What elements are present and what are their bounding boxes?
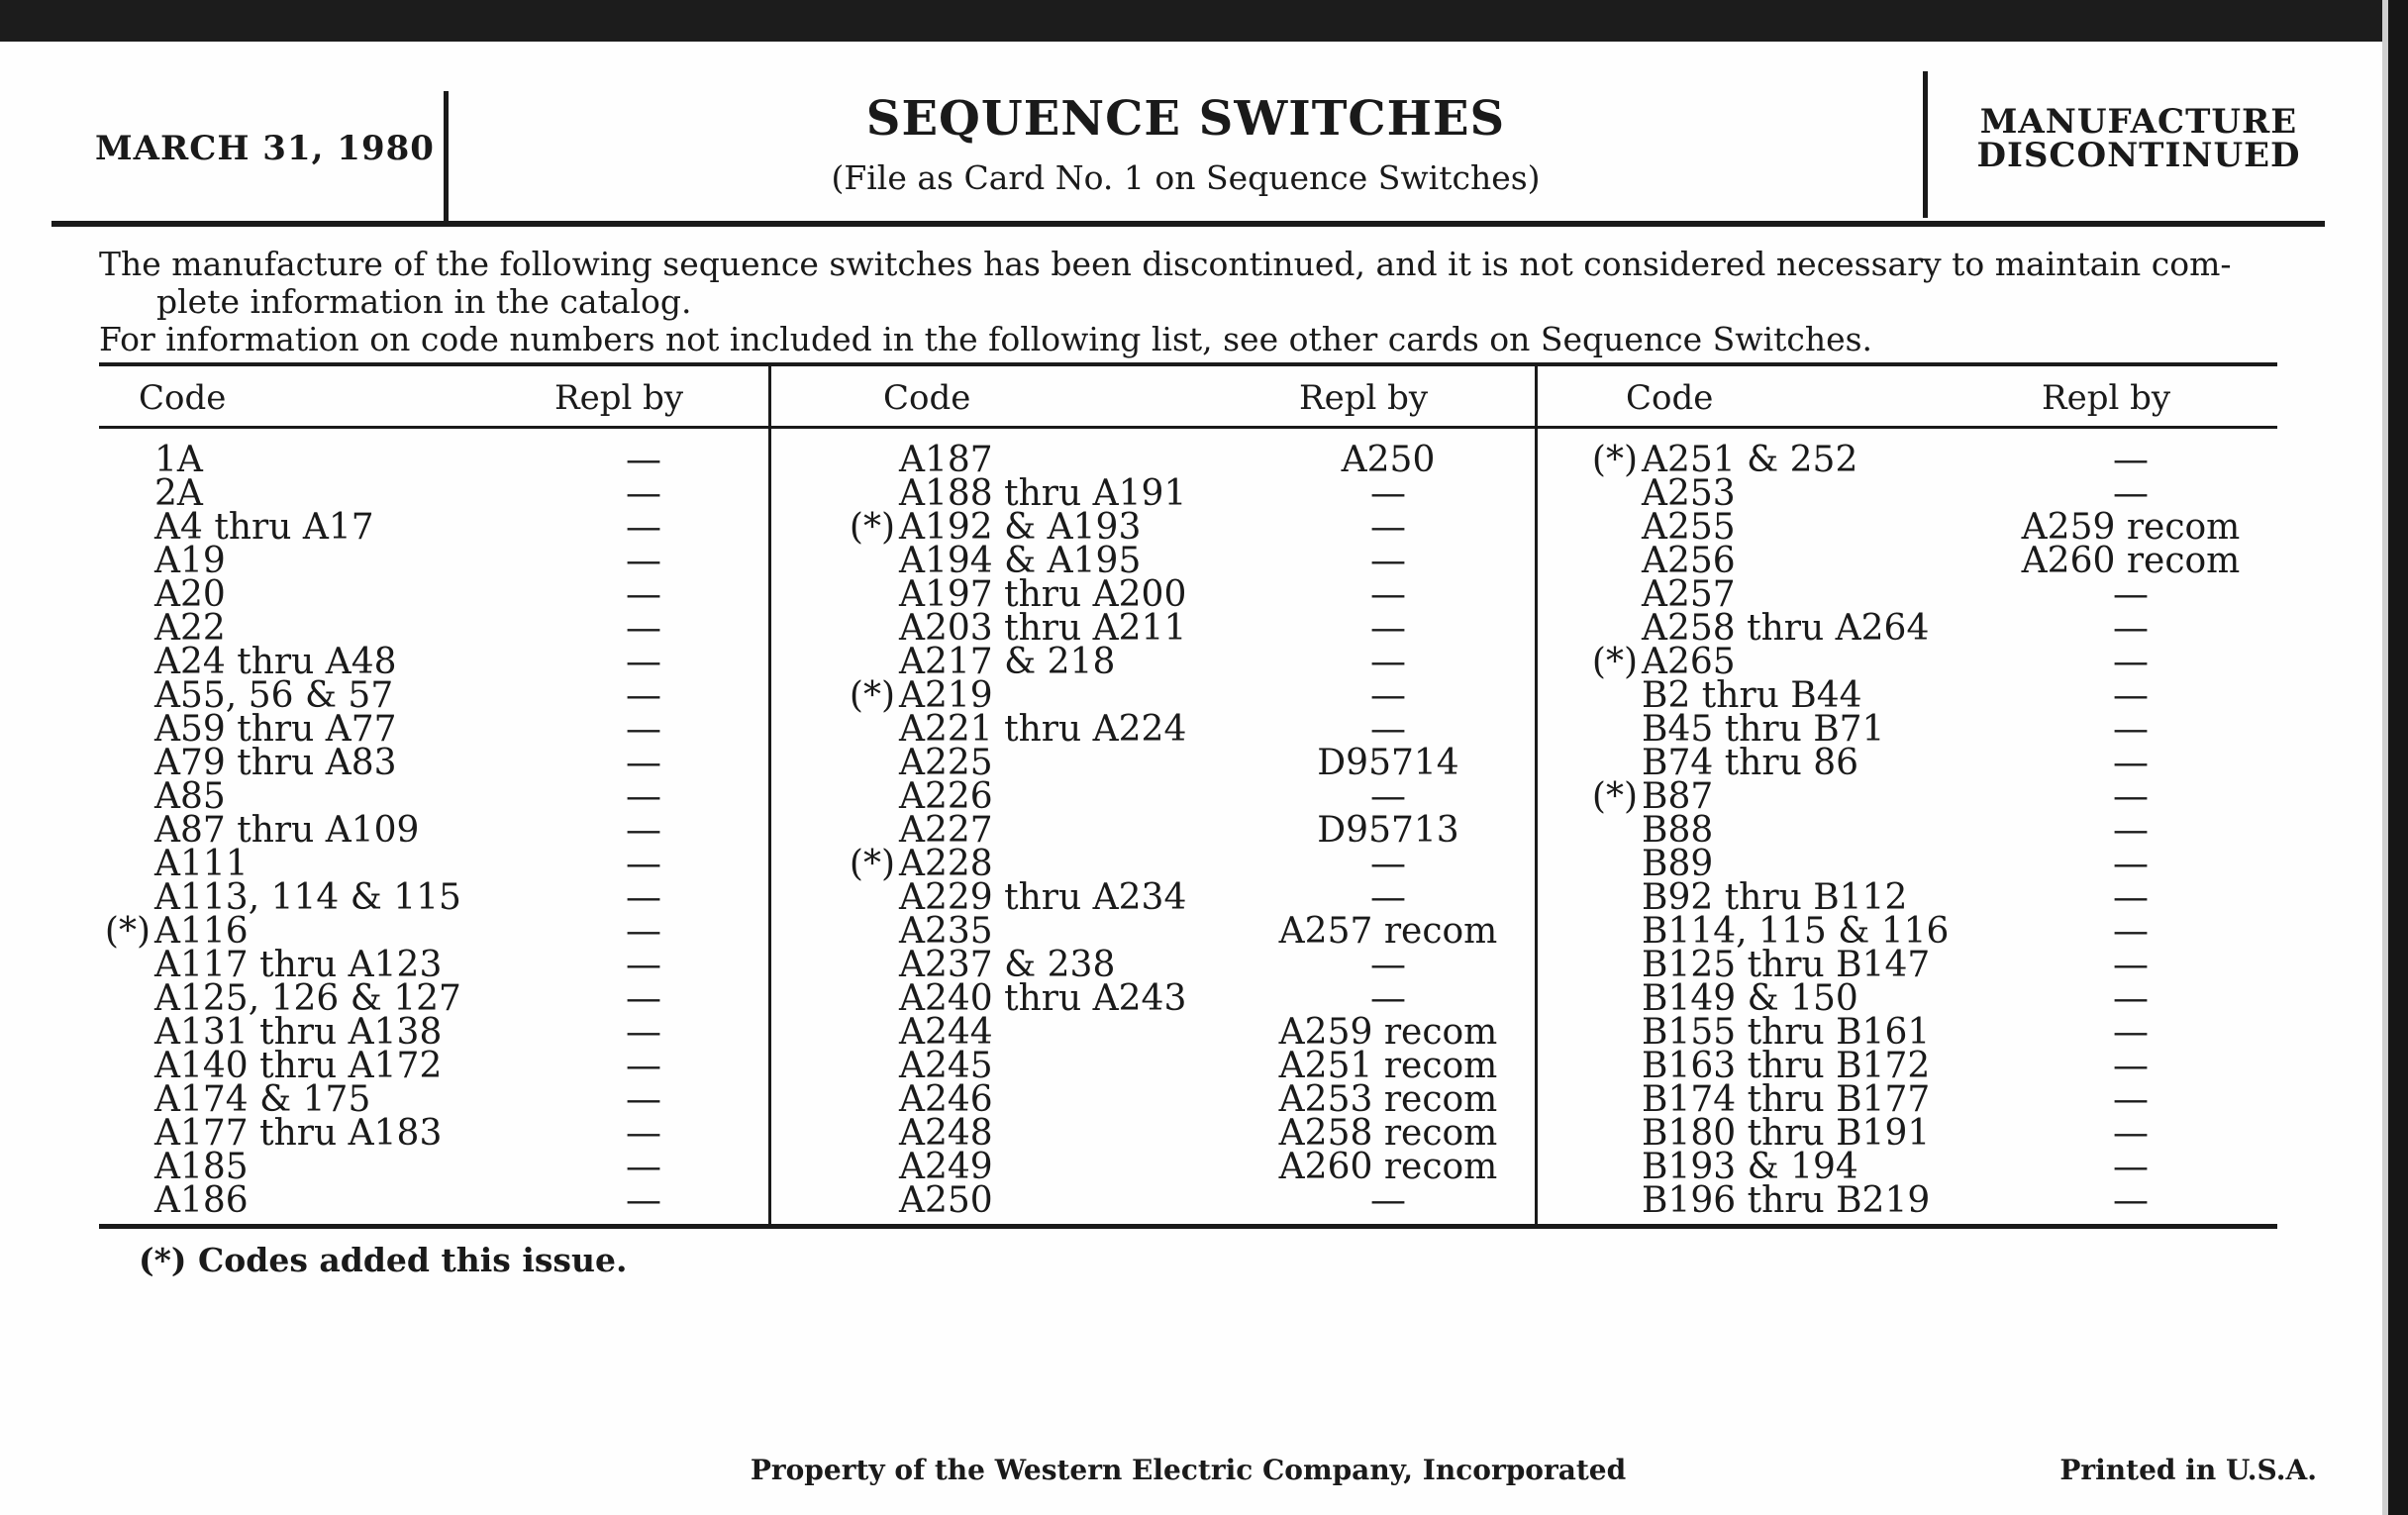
table-rows <box>99 440 824 1221</box>
code-cell: A125, 126 & 127 <box>154 978 461 1019</box>
replacement-cell: — <box>1370 945 1406 985</box>
code-cell: B163 thru B172 <box>1642 1046 1931 1086</box>
table-row <box>1586 1180 2311 1221</box>
table-row <box>1586 1046 2311 1086</box>
replacement-cell: — <box>1370 507 1406 548</box>
table-row <box>1586 1147 2311 1187</box>
code-header: Code <box>883 378 971 418</box>
table-row <box>99 776 824 817</box>
table-row <box>99 642 824 682</box>
code-cell: A79 thru A83 <box>154 743 397 783</box>
code-cell: A197 thru A200 <box>899 574 1187 615</box>
table-row <box>1586 776 2311 817</box>
replacement-cell: — <box>2113 1012 2149 1053</box>
replacement-cell: A259 recom <box>2021 507 2241 548</box>
codes-table <box>99 362 2277 1234</box>
table-row <box>99 1046 824 1086</box>
table-row <box>1586 945 2311 985</box>
replacement-cell: — <box>2113 1180 2149 1221</box>
property-notice: Property of the Western Electric Company, Incorporated <box>750 1454 1627 1486</box>
code-cell: B193 & 194 <box>1642 1147 1858 1187</box>
table-row <box>844 877 1568 918</box>
replacement-cell: — <box>2113 1079 2149 1120</box>
code-cell: B89 <box>1642 844 1714 884</box>
table-bottom-rule <box>99 1224 2277 1229</box>
table-row <box>99 810 824 851</box>
code-cell: A253 <box>1642 473 1736 514</box>
table-row <box>1586 911 2311 952</box>
code-cell: A235 <box>899 911 993 952</box>
table-row <box>844 541 1568 581</box>
replacement-cell: — <box>626 877 661 918</box>
replacement-cell: — <box>626 541 661 581</box>
code-cell: A246 <box>899 1079 993 1120</box>
status-line-2: DISCONTINUED <box>1976 136 2301 175</box>
replacement-cell: A257 recom <box>1278 911 1498 952</box>
code-cell: A116 <box>154 911 249 952</box>
code-cell: B196 thru B219 <box>1642 1180 1931 1221</box>
replacement-cell: — <box>1370 844 1406 884</box>
table-row <box>1586 1113 2311 1154</box>
table-row <box>99 877 824 918</box>
replacement-cell: — <box>2113 608 2149 649</box>
replacement-cell: — <box>2113 810 2149 851</box>
replacement-cell: — <box>626 978 661 1019</box>
code-cell: A177 thru A183 <box>154 1113 443 1154</box>
replacement-cell: — <box>1370 1180 1406 1221</box>
table-row <box>99 844 824 884</box>
table-row <box>844 473 1568 514</box>
table-row <box>99 1180 824 1221</box>
code-cell: B174 thru B177 <box>1642 1079 1931 1120</box>
table-row <box>844 743 1568 783</box>
new-code-marker: (*) <box>104 911 150 952</box>
replacement-cell: A250 <box>1341 440 1436 480</box>
code-cell: A229 thru A234 <box>899 877 1187 918</box>
new-code-marker: (*) <box>1591 440 1638 480</box>
table-row <box>844 709 1568 750</box>
table-row <box>844 945 1568 985</box>
new-code-marker: (*) <box>1591 776 1638 817</box>
replacement-cell: — <box>626 642 661 682</box>
table-row <box>844 1046 1568 1086</box>
table-row <box>844 1147 1568 1187</box>
table-row <box>844 608 1568 649</box>
replacement-cell: A260 recom <box>2021 541 2241 581</box>
replacement-cell: — <box>626 776 661 817</box>
intro-line-1: The manufacture of the following sequence switches has been discontinued, and it is not considered necessary to maintain com- <box>99 245 2232 283</box>
replacement-cell: — <box>1370 709 1406 750</box>
table-row <box>1586 574 2311 615</box>
table-row <box>1586 743 2311 783</box>
table-row <box>844 776 1568 817</box>
code-cell: A249 <box>899 1147 993 1187</box>
table-row <box>844 1113 1568 1154</box>
code-cell: A256 <box>1642 541 1736 581</box>
repl-header: Repl by <box>2042 378 2171 418</box>
intro-line-3: For information on code numbers not included in the following list, see other cards on Sequence Switches. <box>99 320 1873 358</box>
code-cell: A185 <box>154 1147 249 1187</box>
table-row <box>1586 440 2311 480</box>
code-header: Code <box>1626 378 1714 418</box>
code-cell: A55, 56 & 57 <box>154 675 394 716</box>
scan-top-edge <box>0 0 2408 42</box>
code-cell: A251 & 252 <box>1642 440 1858 480</box>
status-line-1: MANUFACTURE <box>1979 102 2298 142</box>
table-row <box>844 1012 1568 1053</box>
page-subtitle: (File as Card No. 1 on Sequence Switches) <box>831 158 1541 197</box>
table-row <box>844 810 1568 851</box>
code-cell: A187 <box>899 440 993 480</box>
table-row <box>844 574 1568 615</box>
table-row <box>99 978 824 1019</box>
code-cell: A188 thru A191 <box>899 473 1187 514</box>
replacement-cell: — <box>626 1147 661 1187</box>
table-row <box>844 1079 1568 1120</box>
replacement-cell: — <box>2113 1147 2149 1187</box>
replacement-cell: A251 recom <box>1278 1046 1498 1086</box>
replacement-cell: — <box>1370 776 1406 817</box>
intro-line-2: plete information in the catalog. <box>156 282 692 321</box>
table-row <box>1586 473 2311 514</box>
table-rows <box>1586 440 2311 1221</box>
table-row <box>99 541 824 581</box>
replacement-cell: — <box>2113 844 2149 884</box>
replacement-cell: A260 recom <box>1278 1147 1498 1187</box>
table-row <box>844 507 1568 548</box>
code-cell: A228 <box>899 844 993 884</box>
code-cell: A192 & A193 <box>899 507 1142 548</box>
code-cell: A117 thru A123 <box>154 945 443 985</box>
table-row <box>99 608 824 649</box>
table-row <box>844 675 1568 716</box>
replacement-cell: — <box>2113 1113 2149 1154</box>
table-row <box>844 844 1568 884</box>
code-header: Code <box>139 378 227 418</box>
table-row <box>1586 810 2311 851</box>
table-row <box>1586 507 2311 548</box>
replacement-cell: — <box>2113 675 2149 716</box>
replacement-cell: — <box>626 608 661 649</box>
code-cell: A59 thru A77 <box>154 709 397 750</box>
replacement-cell: — <box>1370 877 1406 918</box>
code-cell: A113, 114 & 115 <box>154 877 461 918</box>
replacement-cell: — <box>626 675 661 716</box>
replacement-cell: — <box>626 1180 661 1221</box>
code-cell: 2A <box>154 473 203 514</box>
code-cell: B125 thru B147 <box>1642 945 1931 985</box>
table-row <box>1586 844 2311 884</box>
code-cell: B87 <box>1642 776 1714 817</box>
table-row <box>99 574 824 615</box>
replacement-cell: D95714 <box>1317 743 1459 783</box>
repl-header: Repl by <box>554 378 684 418</box>
replacement-cell: A253 recom <box>1278 1079 1498 1120</box>
replacement-cell: — <box>626 709 661 750</box>
table-row <box>844 978 1568 1019</box>
code-cell: A258 thru A264 <box>1642 608 1930 649</box>
code-cell: A203 thru A211 <box>899 608 1187 649</box>
code-cell: A226 <box>899 776 993 817</box>
status-label <box>1931 102 2347 175</box>
code-cell: A250 <box>899 1180 993 1221</box>
replacement-cell: A259 recom <box>1278 1012 1498 1053</box>
new-code-marker: (*) <box>849 675 895 716</box>
code-cell: B180 thru B191 <box>1642 1113 1931 1154</box>
table-column-2 <box>844 362 1568 1224</box>
code-cell: A186 <box>154 1180 249 1221</box>
replacement-cell: — <box>2113 945 2149 985</box>
code-cell: B92 thru B112 <box>1642 877 1908 918</box>
table-row <box>99 1012 824 1053</box>
code-cell: A4 thru A17 <box>154 507 374 548</box>
code-cell: A174 & 175 <box>154 1079 371 1120</box>
replacement-cell: — <box>2113 709 2149 750</box>
new-code-marker: (*) <box>849 507 895 548</box>
table-column-1 <box>99 362 824 1224</box>
code-cell: A237 & 238 <box>899 945 1116 985</box>
table-row <box>1586 1012 2311 1053</box>
replacement-cell: — <box>2113 473 2149 514</box>
table-row <box>1586 541 2311 581</box>
table-row <box>99 911 824 952</box>
scan-right-edge <box>2382 0 2408 1515</box>
table-rows <box>844 440 1568 1221</box>
intro-text <box>99 246 2297 358</box>
replacement-cell: — <box>2113 440 2149 480</box>
replacement-cell: — <box>2113 743 2149 783</box>
replacement-cell: — <box>2113 642 2149 682</box>
table-row <box>844 911 1568 952</box>
code-cell: A257 <box>1642 574 1736 615</box>
table-row <box>99 507 824 548</box>
table-row <box>1586 675 2311 716</box>
code-cell: A87 thru A109 <box>154 810 420 851</box>
replacement-cell: — <box>626 1012 661 1053</box>
code-cell: A219 <box>899 675 993 716</box>
header-rule <box>51 221 2325 227</box>
code-cell: A217 & 218 <box>899 642 1116 682</box>
footnote: (*) Codes added this issue. <box>139 1241 628 1279</box>
code-cell: A244 <box>899 1012 993 1053</box>
table-row <box>99 1079 824 1120</box>
table-row <box>99 440 824 480</box>
code-cell: A85 <box>154 776 226 817</box>
replacement-cell: — <box>626 844 661 884</box>
code-cell: A225 <box>899 743 993 783</box>
table-row <box>844 1180 1568 1221</box>
replacement-cell: — <box>2113 978 2149 1019</box>
header-divider-right <box>1923 71 1928 218</box>
code-cell: B45 thru B71 <box>1642 709 1885 750</box>
replacement-cell: — <box>1370 574 1406 615</box>
table-row <box>99 473 824 514</box>
replacement-cell: — <box>626 743 661 783</box>
replacement-cell: — <box>626 507 661 548</box>
replacement-cell: — <box>626 473 661 514</box>
code-cell: A240 thru A243 <box>899 978 1187 1019</box>
replacement-cell: — <box>626 945 661 985</box>
table-row <box>99 743 824 783</box>
code-cell: 1A <box>154 440 203 480</box>
code-cell: B149 & 150 <box>1642 978 1858 1019</box>
code-cell: A248 <box>899 1113 993 1154</box>
code-cell: A22 <box>154 608 226 649</box>
replacement-cell: — <box>2113 574 2149 615</box>
code-cell: A24 thru A48 <box>154 642 397 682</box>
replacement-cell: — <box>626 911 661 952</box>
replacement-cell: — <box>2113 1046 2149 1086</box>
replacement-cell: — <box>1370 473 1406 514</box>
table-row <box>1586 642 2311 682</box>
code-cell: A19 <box>154 541 226 581</box>
code-cell: A140 thru A172 <box>154 1046 443 1086</box>
code-cell: A221 thru A224 <box>899 709 1187 750</box>
replacement-cell: — <box>2113 877 2149 918</box>
replacement-cell: — <box>1370 608 1406 649</box>
replacement-cell: — <box>2113 776 2149 817</box>
table-row <box>1586 877 2311 918</box>
printed-notice: Printed in U.S.A. <box>2059 1454 2317 1486</box>
table-row <box>99 709 824 750</box>
code-cell: A20 <box>154 574 226 615</box>
replacement-cell: — <box>626 574 661 615</box>
table-row <box>99 1147 824 1187</box>
replacement-cell: — <box>626 1046 661 1086</box>
code-cell: A255 <box>1642 507 1736 548</box>
table-column-3 <box>1586 362 2311 1224</box>
new-code-marker: (*) <box>849 844 895 884</box>
code-cell: B155 thru B161 <box>1642 1012 1931 1053</box>
replacement-cell: — <box>1370 675 1406 716</box>
replacement-cell: — <box>1370 642 1406 682</box>
replacement-cell: — <box>1370 541 1406 581</box>
table-row <box>99 675 824 716</box>
table-row <box>844 440 1568 480</box>
code-cell: A227 <box>899 810 993 851</box>
code-cell: B74 thru 86 <box>1642 743 1859 783</box>
table-row <box>99 1113 824 1154</box>
replacement-cell: — <box>626 810 661 851</box>
code-cell: A131 thru A138 <box>154 1012 443 1053</box>
repl-header: Repl by <box>1299 378 1429 418</box>
replacement-cell: — <box>626 440 661 480</box>
code-cell: B88 <box>1642 810 1714 851</box>
code-cell: B114, 115 & 116 <box>1642 911 1950 952</box>
replacement-cell: — <box>1370 978 1406 1019</box>
page-title: SEQUENCE SWITCHES <box>865 91 1506 147</box>
code-cell: A111 <box>154 844 249 884</box>
table-row <box>1586 1079 2311 1120</box>
issue-date: MARCH 31, 1980 <box>95 129 435 168</box>
code-cell: A194 & A195 <box>899 541 1142 581</box>
replacement-cell: — <box>626 1079 661 1120</box>
new-code-marker: (*) <box>1591 642 1638 682</box>
table-row <box>1586 608 2311 649</box>
replacement-cell: — <box>626 1113 661 1154</box>
code-cell: B2 thru B44 <box>1642 675 1862 716</box>
replacement-cell: — <box>2113 911 2149 952</box>
table-row <box>1586 978 2311 1019</box>
replacement-cell: A258 recom <box>1278 1113 1498 1154</box>
table-row <box>99 945 824 985</box>
code-cell: A245 <box>899 1046 993 1086</box>
replacement-cell: D95713 <box>1317 810 1459 851</box>
code-cell: A265 <box>1642 642 1736 682</box>
table-row <box>1586 709 2311 750</box>
table-row <box>844 642 1568 682</box>
